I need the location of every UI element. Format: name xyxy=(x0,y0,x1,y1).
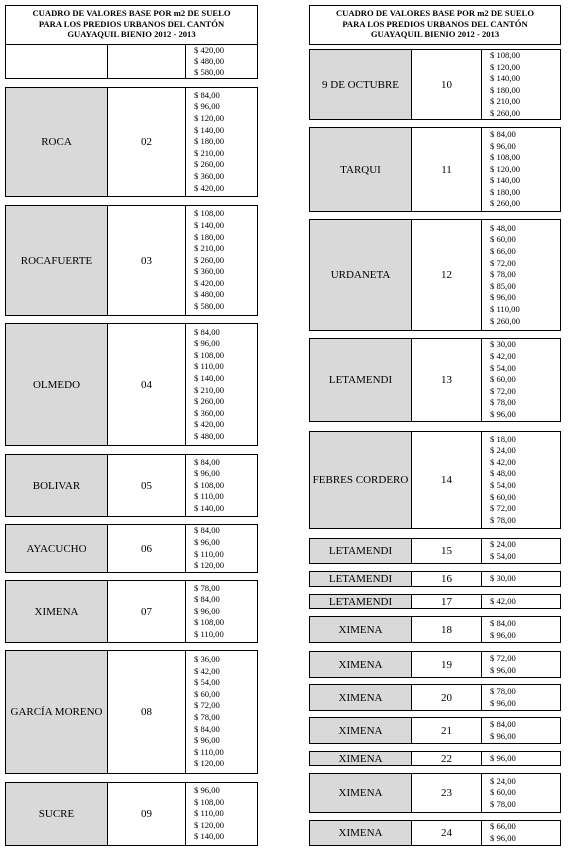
value-per-m2: $ 360,00 xyxy=(194,170,225,181)
parish-name: GARCÍA MORENO xyxy=(6,651,108,773)
parish-name: LETAMENDI xyxy=(310,339,412,421)
parish-code: 17 xyxy=(412,595,482,608)
value-per-m2: $ 24,00 xyxy=(490,539,516,550)
parish-code: 08 xyxy=(108,651,186,773)
parish-code: 20 xyxy=(412,685,482,710)
value-per-m2: $ 84,00 xyxy=(490,718,516,729)
parish-row xyxy=(5,782,258,846)
parish-code: 15 xyxy=(412,539,482,563)
parish-code: 14 xyxy=(412,432,482,528)
parish-code: 07 xyxy=(108,581,186,642)
parish-name: BOLIVAR xyxy=(6,455,108,516)
parish-name xyxy=(6,45,108,78)
value-per-m2: $ 36,00 xyxy=(194,654,220,665)
value-per-m2: $ 48,00 xyxy=(490,468,516,479)
value-per-m2: $ 96,00 xyxy=(194,101,220,112)
parish-row xyxy=(309,651,561,678)
parish-name: LETAMENDI xyxy=(310,539,412,563)
value-per-m2: $ 96,00 xyxy=(194,468,220,479)
parish-code xyxy=(108,45,186,78)
value-list xyxy=(482,685,560,710)
value-per-m2: $ 84,00 xyxy=(490,128,516,139)
value-per-m2: $ 84,00 xyxy=(194,723,220,734)
value-per-m2: $ 54,00 xyxy=(194,677,220,688)
header-line-3: GUAYAQUIL BIENIO 2012 - 2013 xyxy=(370,29,500,40)
value-per-m2: $ 78,00 xyxy=(194,712,220,722)
value-per-m2: $ 78,00 xyxy=(490,685,516,696)
value-per-m2: $ 96,00 xyxy=(194,338,220,349)
value-per-m2: $ 66,00 xyxy=(490,246,516,257)
parish-name: XIMENA xyxy=(310,685,412,710)
value-per-m2: $ 84,00 xyxy=(490,617,516,628)
parish-name: XIMENA xyxy=(310,752,412,765)
value-per-m2: $ 140,00 xyxy=(194,502,225,513)
value-per-m2: $ 60,00 xyxy=(490,234,516,245)
value-per-m2: $ 72,00 xyxy=(490,652,516,663)
value-per-m2: $ 180,00 xyxy=(490,186,521,197)
parish-row xyxy=(309,616,561,643)
value-list xyxy=(186,45,257,78)
value-list xyxy=(186,88,257,196)
header-line-3: GUAYAQUIL BIENIO 2012 - 2013 xyxy=(67,29,196,40)
parish-row xyxy=(309,594,561,609)
value-per-m2: $ 72,00 xyxy=(490,385,516,396)
value-list xyxy=(186,324,257,445)
value-per-m2: $ 48,00 xyxy=(490,222,516,233)
parish-row xyxy=(5,323,258,446)
value-per-m2: $ 84,00 xyxy=(194,525,220,536)
parish-name: LETAMENDI xyxy=(310,572,412,586)
value-per-m2: $ 108,00 xyxy=(194,349,225,360)
parish-row xyxy=(309,773,561,813)
parish-code: 22 xyxy=(412,752,482,765)
value-list xyxy=(482,432,560,528)
value-per-m2: $ 120,00 xyxy=(490,61,521,72)
value-per-m2: $ 72,00 xyxy=(490,503,516,514)
value-per-m2: $ 96,00 xyxy=(490,140,516,151)
value-per-m2: $ 54,00 xyxy=(490,480,516,490)
value-list xyxy=(482,539,560,563)
value-per-m2: $ 110,00 xyxy=(194,491,224,502)
value-per-m2: $ 108,00 xyxy=(194,208,225,219)
value-per-m2: $ 42,00 xyxy=(490,351,516,362)
parish-name: URDANETA xyxy=(310,220,412,330)
value-per-m2: $ 480,00 xyxy=(194,56,225,66)
value-list xyxy=(482,718,560,743)
parish-row xyxy=(5,580,258,643)
parish-name: ROCAFUERTE xyxy=(6,206,108,315)
parish-row xyxy=(309,751,561,766)
value-per-m2: $ 140,00 xyxy=(490,175,521,186)
parish-name: AYACUCHO xyxy=(6,525,108,572)
value-per-m2: $ 210,00 xyxy=(490,96,521,106)
parish-code: 13 xyxy=(412,339,482,421)
parish-code: 16 xyxy=(412,572,482,586)
value-per-m2: $ 108,00 xyxy=(490,152,521,163)
value-per-m2: $ 110,00 xyxy=(194,808,224,819)
header-line-1: CUADRO DE VALORES BASE POR m2 DE SUELO xyxy=(335,8,535,18)
parish-code: 09 xyxy=(108,783,186,845)
value-list xyxy=(482,821,560,845)
parish-name: ROCA xyxy=(6,88,108,196)
value-per-m2: $ 96,00 xyxy=(490,833,516,843)
right-table-header xyxy=(309,5,561,45)
value-per-m2: $ 360,00 xyxy=(194,407,225,418)
value-per-m2: $ 78,00 xyxy=(490,514,516,525)
parish-row xyxy=(309,684,561,711)
value-per-m2: $ 72,00 xyxy=(194,700,220,711)
parish-name: OLMEDO xyxy=(6,324,108,445)
value-per-m2: $ 110,00 xyxy=(490,303,520,314)
parish-name: XIMENA xyxy=(6,581,108,642)
value-per-m2: $ 260,00 xyxy=(490,107,521,118)
value-list xyxy=(482,752,560,765)
value-per-m2: $ 420,00 xyxy=(194,277,225,288)
value-list xyxy=(482,50,560,119)
value-per-m2: $ 420,00 xyxy=(194,419,225,430)
value-per-m2: $ 420,00 xyxy=(194,45,225,55)
value-per-m2: $ 120,00 xyxy=(194,560,225,571)
value-list xyxy=(482,774,560,812)
parish-row xyxy=(309,127,561,212)
value-per-m2: $ 96,00 xyxy=(194,785,220,796)
value-per-m2: $ 260,00 xyxy=(194,254,225,265)
value-per-m2: $ 120,00 xyxy=(194,819,225,830)
value-per-m2: $ 60,00 xyxy=(490,491,516,502)
value-per-m2: $ 54,00 xyxy=(490,362,516,373)
value-per-m2: $ 78,00 xyxy=(490,397,516,408)
value-list xyxy=(186,783,257,845)
value-per-m2: $ 140,00 xyxy=(490,73,521,83)
value-per-m2: $ 96,00 xyxy=(490,408,516,419)
value-per-m2: $ 30,00 xyxy=(490,339,516,350)
value-list xyxy=(482,339,560,421)
value-per-m2: $ 120,00 xyxy=(194,758,225,769)
value-per-m2: $ 140,00 xyxy=(194,219,225,230)
value-per-m2: $ 66,00 xyxy=(490,821,516,832)
value-per-m2: $ 96,00 xyxy=(490,752,516,763)
value-list xyxy=(186,651,257,773)
value-per-m2: $ 96,00 xyxy=(490,730,516,741)
value-list xyxy=(186,455,257,516)
value-per-m2: $ 580,00 xyxy=(194,301,225,312)
parish-row xyxy=(309,820,561,846)
value-per-m2: $ 108,00 xyxy=(490,50,521,60)
value-per-m2: $ 360,00 xyxy=(194,266,225,277)
parish-code: 18 xyxy=(412,617,482,642)
value-per-m2: $ 60,00 xyxy=(194,688,220,699)
value-per-m2: $ 84,00 xyxy=(194,594,220,605)
parish-name: XIMENA xyxy=(310,652,412,677)
parish-row xyxy=(309,717,561,744)
value-per-m2: $ 72,00 xyxy=(490,257,516,268)
parish-name: 9 DE OCTUBRE xyxy=(310,50,412,119)
value-per-m2: $ 110,00 xyxy=(194,746,224,757)
value-per-m2: $ 96,00 xyxy=(194,536,220,547)
value-per-m2: $ 24,00 xyxy=(490,775,516,786)
value-list xyxy=(482,572,560,586)
value-per-m2: $ 180,00 xyxy=(194,136,225,147)
value-per-m2: $ 260,00 xyxy=(194,159,225,170)
parish-code: 11 xyxy=(412,128,482,211)
parish-row xyxy=(5,650,258,774)
value-per-m2: $ 78,00 xyxy=(194,582,220,593)
value-list xyxy=(186,581,257,642)
value-per-m2: $ 260,00 xyxy=(490,198,521,209)
value-per-m2: $ 260,00 xyxy=(490,315,521,326)
value-per-m2: $ 24,00 xyxy=(490,445,516,456)
parish-code: 06 xyxy=(108,525,186,572)
parish-name: FEBRES CORDERO xyxy=(310,432,412,528)
value-per-m2: $ 480,00 xyxy=(194,289,225,300)
parish-code: 04 xyxy=(108,324,186,445)
parish-code: 10 xyxy=(412,50,482,119)
value-per-m2: $ 18,00 xyxy=(490,433,516,444)
parish-row xyxy=(309,538,561,564)
value-list xyxy=(482,128,560,211)
value-per-m2: $ 180,00 xyxy=(194,231,225,242)
value-per-m2: $ 260,00 xyxy=(194,396,225,407)
value-per-m2: $ 110,00 xyxy=(194,628,224,639)
parish-code: 03 xyxy=(108,206,186,315)
value-per-m2: $ 210,00 xyxy=(194,384,225,395)
value-per-m2: $ 96,00 xyxy=(490,629,516,640)
value-per-m2: $ 96,00 xyxy=(490,664,516,675)
value-per-m2: $ 120,00 xyxy=(194,113,225,124)
parish-name: XIMENA xyxy=(310,718,412,743)
parish-row xyxy=(5,454,258,517)
value-list xyxy=(186,206,257,315)
parish-name: LETAMENDI xyxy=(310,595,412,608)
parish-row xyxy=(5,44,258,79)
parish-name: XIMENA xyxy=(310,774,412,812)
value-per-m2: $ 110,00 xyxy=(194,361,224,372)
value-per-m2: $ 85,00 xyxy=(490,280,516,291)
left-table-header xyxy=(5,5,258,45)
value-per-m2: $ 140,00 xyxy=(194,831,225,842)
value-per-m2: $ 84,00 xyxy=(194,456,220,467)
parish-row xyxy=(5,205,258,316)
parish-code: 21 xyxy=(412,718,482,743)
value-per-m2: $ 140,00 xyxy=(194,372,225,383)
value-per-m2: $ 120,00 xyxy=(490,163,521,174)
value-per-m2: $ 42,00 xyxy=(490,456,516,467)
parish-name: XIMENA xyxy=(310,617,412,642)
value-per-m2: $ 42,00 xyxy=(490,595,516,606)
value-per-m2: $ 78,00 xyxy=(490,269,516,280)
header-line-1: CUADRO DE VALORES BASE POR m2 DE SUELO xyxy=(32,8,231,18)
value-per-m2: $ 84,00 xyxy=(194,89,220,100)
value-per-m2: $ 480,00 xyxy=(194,430,225,441)
value-per-m2: $ 96,00 xyxy=(194,605,220,616)
parish-name: SUCRE xyxy=(6,783,108,845)
parish-code: 05 xyxy=(108,455,186,516)
value-per-m2: $ 30,00 xyxy=(490,573,516,584)
parish-name: XIMENA xyxy=(310,821,412,845)
value-per-m2: $ 96,00 xyxy=(490,697,516,708)
parish-row xyxy=(5,524,258,573)
parish-code: 23 xyxy=(412,774,482,812)
value-per-m2: $ 108,00 xyxy=(194,796,225,807)
parish-row xyxy=(309,219,561,331)
parish-code: 24 xyxy=(412,821,482,845)
value-per-m2: $ 96,00 xyxy=(194,735,220,746)
value-per-m2: $ 210,00 xyxy=(194,147,225,158)
value-per-m2: $ 210,00 xyxy=(194,243,225,254)
value-list xyxy=(482,595,560,608)
value-per-m2: $ 108,00 xyxy=(194,617,225,628)
value-list xyxy=(482,652,560,677)
value-per-m2: $ 96,00 xyxy=(490,292,516,303)
value-list xyxy=(482,617,560,642)
value-list xyxy=(186,525,257,572)
parish-row xyxy=(309,571,561,587)
value-per-m2: $ 42,00 xyxy=(194,665,220,676)
value-per-m2: $ 60,00 xyxy=(490,374,516,385)
parish-name: TARQUI xyxy=(310,128,412,211)
value-per-m2: $ 84,00 xyxy=(194,326,220,337)
parish-row xyxy=(309,49,561,120)
header-line-2: PARA LOS PREDIOS URBANOS DEL CANTÓN xyxy=(38,18,225,29)
value-per-m2: $ 140,00 xyxy=(194,124,225,135)
value-per-m2: $ 54,00 xyxy=(490,551,516,561)
parish-code: 12 xyxy=(412,220,482,330)
parish-code: 19 xyxy=(412,652,482,677)
parish-code: 02 xyxy=(108,88,186,196)
value-per-m2: $ 580,00 xyxy=(194,67,225,77)
value-per-m2: $ 180,00 xyxy=(490,84,521,95)
value-per-m2: $ 110,00 xyxy=(194,548,224,559)
parish-row xyxy=(5,87,258,197)
value-per-m2: $ 78,00 xyxy=(490,798,516,809)
value-per-m2: $ 420,00 xyxy=(194,182,225,193)
header-line-2: PARA LOS PREDIOS URBANOS DEL CANTÓN xyxy=(342,18,528,29)
value-per-m2: $ 60,00 xyxy=(490,787,516,798)
value-per-m2: $ 108,00 xyxy=(194,479,225,490)
parish-row xyxy=(309,338,561,422)
parish-row xyxy=(309,431,561,529)
value-list xyxy=(482,220,560,330)
